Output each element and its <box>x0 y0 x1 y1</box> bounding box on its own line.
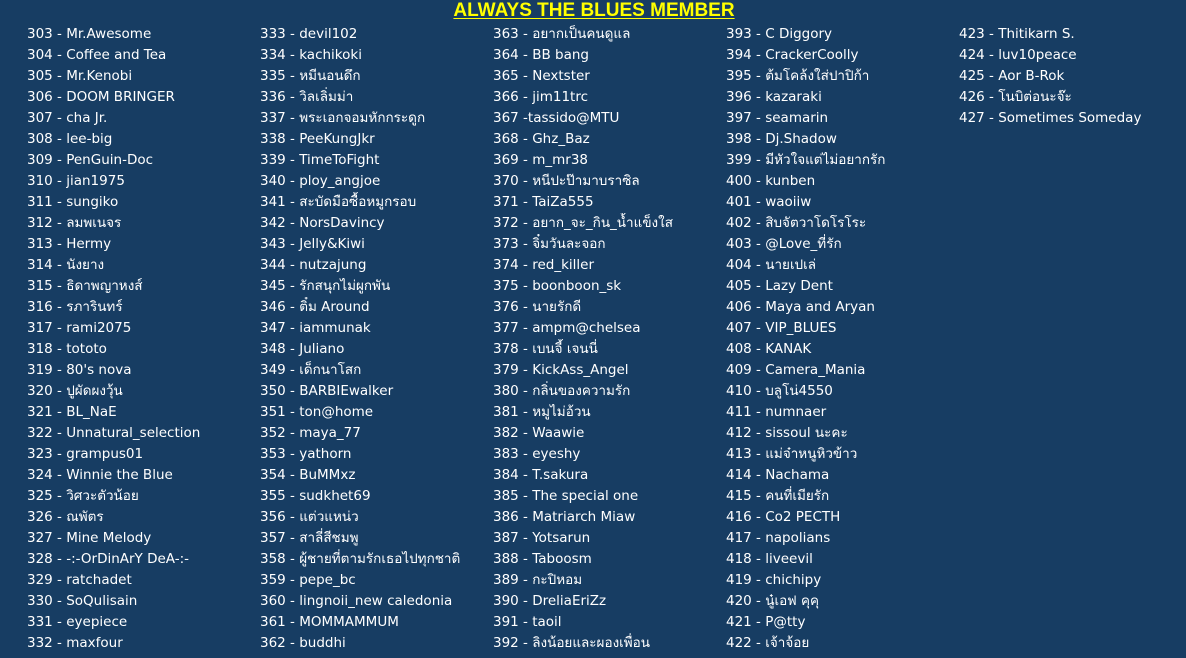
member-entry: 317 - rami2075 <box>27 320 132 336</box>
member-entry: 326 - ณพัตร <box>27 509 104 525</box>
member-entry: 372 - อยาก_จะ_กิน_น้ำแข็งใส <box>493 215 673 231</box>
member-entry: 322 - Unnatural_selection <box>27 425 201 441</box>
member-entry: 394 - CrackerCoolly <box>726 47 859 63</box>
member-entry: 371 - TaiZa555 <box>493 194 594 210</box>
member-entry: 368 - Ghz_Baz <box>493 131 590 147</box>
member-entry: 426 - โนบิต่อนะจ๊ะ <box>959 89 1072 105</box>
member-entry: 340 - ploy_angjoe <box>260 173 381 189</box>
member-column-2 <box>260 24 460 654</box>
member-entry: 389 - กะปิหอม <box>493 572 583 588</box>
member-entry: 388 - Taboosm <box>493 551 592 567</box>
member-entry: 420 - นู๋เอฟ คุคุ <box>726 593 820 609</box>
member-entry: 358 - ผู้ชายที่ตามรักเธอไปทุกชาติ <box>260 551 461 567</box>
member-entry: 348 - Juliano <box>260 341 345 357</box>
member-entry: 421 - P@tty <box>726 614 806 630</box>
member-entry: 390 - DreliaEriZz <box>493 593 607 609</box>
member-entry: 315 - ธิดาพญาหงส์ <box>27 278 143 294</box>
member-entry: 304 - Coffee and Tea <box>27 47 167 63</box>
member-column-5 <box>959 24 1141 129</box>
member-entry: 314 - นังยาง <box>27 257 105 273</box>
member-entry: 328 - -:-OrDinArY DeA-:- <box>27 551 190 567</box>
member-entry: 343 - Jelly&Kiwi <box>260 236 365 252</box>
member-entry: 344 - nutzajung <box>260 257 367 273</box>
member-entry: 347 - iammunak <box>260 320 371 336</box>
member-entry: 399 - มีหัวใจแต่ไม่อยากรัก <box>726 152 886 168</box>
member-entry: 415 - คนที่เมียรัก <box>726 488 830 504</box>
member-entry: 391 - taoil <box>493 614 562 630</box>
member-entry: 375 - boonboon_sk <box>493 278 622 294</box>
member-entry: 418 - liveevil <box>726 551 813 567</box>
member-entry: 414 - Nachama <box>726 467 830 483</box>
member-entry: 354 - BuMMxz <box>260 467 356 483</box>
member-entry: 384 - T.sakura <box>493 467 589 483</box>
member-entry: 338 - PeeKungJkr <box>260 131 375 147</box>
member-entry: 356 - แต่วแหน่ว <box>260 509 359 525</box>
member-entry: 316 - รภารินทร์ <box>27 299 123 315</box>
member-entry: 376 - นายรักดี <box>493 299 582 315</box>
member-column-1 <box>27 24 200 654</box>
member-entry: 412 - sissoul นะคะ <box>726 425 848 441</box>
page-title: ALWAYS THE BLUES MEMBER <box>453 0 735 21</box>
member-entry: 381 - หมูไม่อ้วน <box>493 404 591 420</box>
member-entry: 336 - วิลเลิ่มม่า <box>260 89 354 105</box>
member-entry: 346 - ติ๋ม Around <box>260 299 370 315</box>
member-entry: 333 - devil102 <box>260 26 358 42</box>
member-entry: 334 - kachikoki <box>260 47 362 63</box>
member-entry: 385 - The special one <box>493 488 639 504</box>
member-entry: 330 - SoQulisain <box>27 593 138 609</box>
member-entry: 320 - ปูผัดผงวุ้น <box>27 383 123 399</box>
member-entry: 387 - Yotsarun <box>493 530 591 546</box>
member-entry: 355 - sudkhet69 <box>260 488 371 504</box>
member-entry: 395 - ต้มโคล้งใส่ปาปิก้า <box>726 68 870 84</box>
member-entry: 401 - waoiiw <box>726 194 812 210</box>
member-entry: 400 - kunben <box>726 173 816 189</box>
member-entry: 367 -tassido@MTU <box>493 110 620 126</box>
member-entry: 357 - สาลี่สีชมพู <box>260 530 359 546</box>
member-entry: 305 - Mr.Kenobi <box>27 68 133 84</box>
member-columns <box>0 24 1186 658</box>
member-entry: 424 - luv10peace <box>959 47 1077 63</box>
member-entry: 321 - BL_NaE <box>27 404 117 420</box>
member-entry: 342 - NorsDavincy <box>260 215 385 231</box>
member-entry: 382 - Waawie <box>493 425 585 441</box>
member-entry: 337 - พระเอกจอมหักกระดูก <box>260 110 426 126</box>
member-column-3 <box>493 24 673 654</box>
member-entry: 318 - tototo <box>27 341 107 357</box>
member-entry: 364 - BB bang <box>493 47 590 63</box>
member-entry: 361 - MOMMAMMUM <box>260 614 399 630</box>
page-title-container <box>0 0 1186 22</box>
member-entry: 425 - Aor B-Rok <box>959 68 1065 84</box>
member-entry: 396 - kazaraki <box>726 89 822 105</box>
member-entry: 374 - red_killer <box>493 257 595 273</box>
member-entry: 410 - บลูโน่4550 <box>726 383 833 399</box>
member-entry: 404 - นายเปเล่ <box>726 257 817 273</box>
member-entry: 306 - DOOM BRINGER <box>27 89 175 105</box>
member-entry: 419 - chichipy <box>726 572 822 588</box>
member-entry: 411 - numnaer <box>726 404 827 420</box>
member-entry: 359 - pepe_bc <box>260 572 356 588</box>
member-entry: 416 - Co2 PECTH <box>726 509 841 525</box>
member-entry: 369 - m_mr38 <box>493 152 589 168</box>
member-entry: 366 - jim11trc <box>493 89 589 105</box>
member-entry: 310 - jian1975 <box>27 173 125 189</box>
member-entry: 370 - หนีปะป๊ามาบราซิล <box>493 173 640 189</box>
member-entry: 393 - C Diggory <box>726 26 833 42</box>
member-entry: 407 - VIP_BLUES <box>726 320 837 336</box>
member-entry: 312 - ลมพเนจร <box>27 215 122 231</box>
member-entry: 398 - Dj.Shadow <box>726 131 837 147</box>
member-entry: 313 - Hermy <box>27 236 112 252</box>
member-entry: 345 - รักสนุกไม่ผูกพัน <box>260 278 391 294</box>
member-entry: 402 - สิบจัตวาโดโรโระ <box>726 215 867 231</box>
member-entry: 378 - เบนจี้ เจนนี่ <box>493 341 598 357</box>
member-entry: 379 - KickAss_Angel <box>493 362 629 378</box>
member-entry: 377 - ampm@chelsea <box>493 320 641 336</box>
member-entry: 339 - TimeToFight <box>260 152 380 168</box>
member-entry: 422 - เจ้าจ้อย <box>726 635 810 651</box>
member-entry: 325 - วิศวะตัวน้อย <box>27 488 139 504</box>
member-entry: 383 - eyeshy <box>493 446 581 462</box>
member-entry: 392 - ลิงน้อยและผองเพื่อน <box>493 635 651 651</box>
member-entry: 303 - Mr.Awesome <box>27 26 152 42</box>
member-entry: 423 - Thitikarn S. <box>959 26 1075 42</box>
member-entry: 406 - Maya and Aryan <box>726 299 875 315</box>
member-entry: 353 - yathorn <box>260 446 352 462</box>
member-entry: 311 - sungiko <box>27 194 119 210</box>
member-entry: 397 - seamarin <box>726 110 829 126</box>
member-entry: 332 - maxfour <box>27 635 123 651</box>
member-entry: 329 - ratchadet <box>27 572 132 588</box>
member-entry: 386 - Matriarch Miaw <box>493 509 636 525</box>
member-entry: 349 - เด็กนาโสก <box>260 362 362 378</box>
member-entry: 324 - Winnie the Blue <box>27 467 173 483</box>
member-entry: 331 - eyepiece <box>27 614 128 630</box>
member-entry: 350 - BARBIEwalker <box>260 383 394 399</box>
member-entry: 362 - buddhi <box>260 635 346 651</box>
member-entry: 373 - จิ๋มวันละจอก <box>493 236 606 252</box>
member-entry: 363 - อยากเป็นคนดูแล <box>493 26 631 42</box>
member-entry: 307 - cha Jr. <box>27 110 108 126</box>
member-entry: 413 - แม่จ๋าหนูหิวข้าว <box>726 446 858 462</box>
member-entry: 308 - lee-big <box>27 131 113 147</box>
member-entry: 319 - 80's nova <box>27 362 132 378</box>
member-entry: 309 - PenGuin-Doc <box>27 152 154 168</box>
member-entry: 380 - กลิ่นของความรัก <box>493 383 631 399</box>
member-entry: 352 - maya_77 <box>260 425 361 441</box>
member-column-4 <box>726 24 885 654</box>
member-entry: 365 - Nextster <box>493 68 590 84</box>
member-entry: 327 - Mine Melody <box>27 530 152 546</box>
member-entry: 427 - Sometimes Someday <box>959 110 1142 126</box>
member-entry: 335 - หมีนอนดึก <box>260 68 361 84</box>
member-entry: 405 - Lazy Dent <box>726 278 833 294</box>
member-entry: 408 - KANAK <box>726 341 812 357</box>
member-entry: 417 - napolians <box>726 530 831 546</box>
member-entry: 341 - สะบัดมือซื้อหมูกรอบ <box>260 194 417 210</box>
member-entry: 323 - grampus01 <box>27 446 144 462</box>
member-entry: 409 - Camera_Mania <box>726 362 866 378</box>
member-entry: 403 - @Love_ที่รัก <box>726 236 842 252</box>
member-entry: 351 - ton@home <box>260 404 374 420</box>
member-entry: 360 - lingnoii_new caledonia <box>260 593 453 609</box>
